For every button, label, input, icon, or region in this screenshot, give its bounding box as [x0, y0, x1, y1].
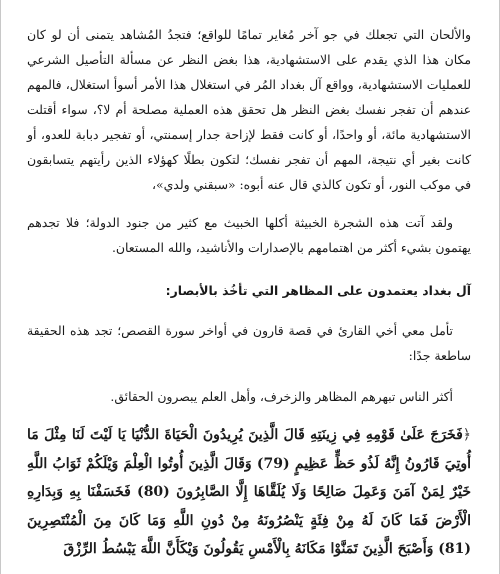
paragraph-qarun-story: تأمل معي أخي القارئ في قصة قارون في أواخر سورة القصص؛ تجد هذه الحقيقة ساطعة جدًا:: [27, 323, 471, 363]
quran-text: فَخَرَجَ عَلَىٰ قَوْمِهِ فِي زِينَتِهِ قَالَ الَّذِينَ يُرِيدُونَ الْحَيَاةَ الدُّنْيَا يَا لَيْتَ لَنَا مِثْلَ مَا أُوتِيَ قَارُونُ إِنَّهُ لَذُو حَظٍّ عَظِيمٍ (79) وَقَالَ الَّذِينَ أُوتُوا الْعِلْمَ وَيْلَكُمْ ثَوَابُ اللَّهِ خَيْرٌ لِمَنْ آمَنَ وَعَمِلَ صَالِحًا وَلَا يُلَقَّاهَا إِلَّا الصَّابِرُونَ (80) فَخَسَفْنَا بِهِ وَبِدَارِهِ الْأَرْضَ فَمَا كَانَ لَهُ مِنْ فِئَةٍ يَنْصُرُونَهُ مِنْ دُونِ اللَّهِ وَمَا كَانَ مِنَ الْمُنْتَصِرِينَ (81) وَأَصْبَحَ الَّذِينَ تَمَنَّوْا مَكَانَهُ بِالْأَمْسِ يَقُولُونَ وَيْكَأَنَّ اللَّهَ يَبْسُطُ الرِّزْقَ: [27, 427, 471, 557]
section-heading: آل بغداد يعتمدون على المظاهر التي تأخُذ بالأبصار:: [165, 283, 471, 298]
quran-open-bracket: ﴿: [462, 427, 471, 443]
paragraph-appearances: أكثر الناس تبهرهم المظاهر والزخرف، وأهل العلم يبصرون الحقائق.: [110, 389, 453, 404]
paragraph-bad-tree: ولقد آتت هذه الشجرة الخبيثة أكلها الخبيث مع كثير من جنود الدولة؛ فلا تجدهم يهتمون بشيء أكثر من اهتمامهم بالإصدارات والأناشيد، والله المستعان.: [27, 215, 471, 255]
quran-verses: [27, 421, 471, 564]
paragraph-intro: والألحان التي تجعلك في جو آخر مُغاير تمامًا للواقع؛ فتجدُ المُشاهد يتمنى أن لو كان مكان هذا الذي يقدم على الاستشهادية، هذا بغض النظر عن مسألة التأصيل الشرعي للعمليات الاستشهادية، وواقع آل بغداد المُر في استغلال هذا الأمر أسوأ استغلال، فالمهم عندهم أن تفجر نفسك بغض النظر هل تحقق هذه العملية مصلحة أم لا؟، سواء أقتلت الاستشهادية مائة، أو واحدًا، أو كانت فقط لإزاحة جدار إسمنتي، أو تفجير دبابة للعدو، أو كانت بغير أي نتيجة، المهم أن تفجر نفسك؛ لتكون بطلًا كهؤلاء الذين رأيتهم يتسابقون في موكب النور، أو تكون كالذي قال عنه أبوه: «سبقني ولدي»،: [27, 27, 471, 192]
